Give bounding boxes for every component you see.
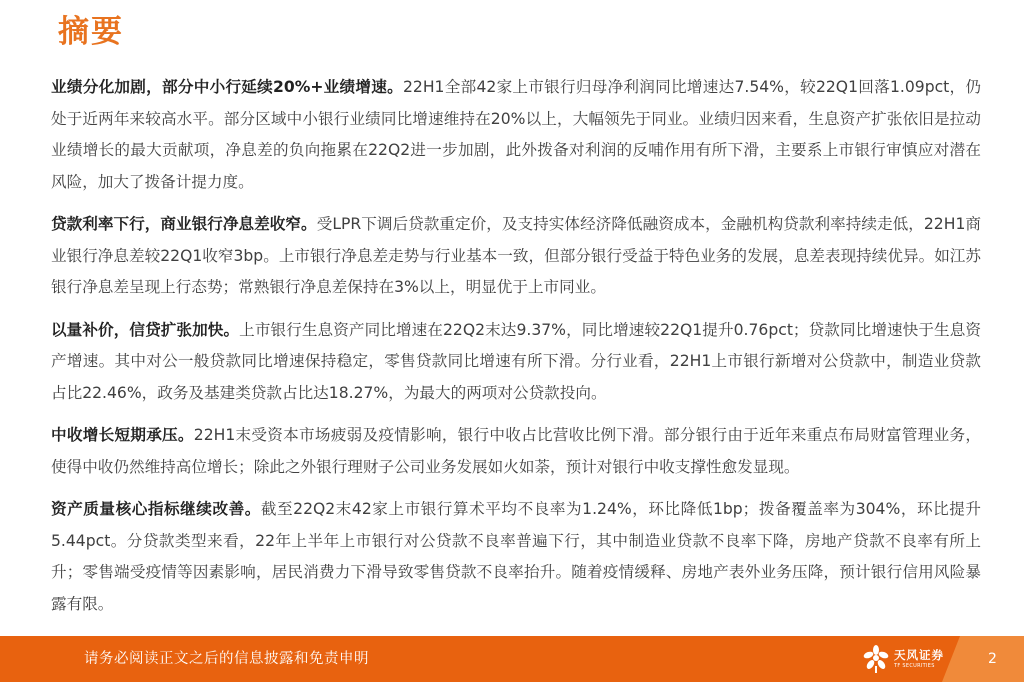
paragraph-heading: 贷款利率下行，商业银行净息差收窄。	[51, 215, 317, 233]
paragraph-heading: 以量补价，信贷扩张加快。	[51, 320, 240, 339]
summary-paragraph	[51, 72, 981, 198]
paragraph-heading: 中收增长短期承压。	[51, 426, 194, 444]
footer-bar	[0, 636, 1024, 682]
paragraph-body: 上市银行生息资产同比增速在22Q2末达9.37%，同比增速较22Q1提升0.76pct；贷款同比增速快于生息资产增速。其中对公一般贷款同比增速保持稳定，零售贷款同比增速有所下滑。分行业看，22H1上市银行新增对公贷款中，制造业贷款占比22.46%，政务及基建类贷款占比达18.27%，为最大的两项对公贷款投向。	[51, 320, 981, 402]
summary-paragraph	[51, 209, 981, 304]
paragraph-body: 22H1末受资本市场疲弱及疫情影响，银行中收占比营收比例下滑。部分银行由于近年来重点布局财富管理业务，使得中收仍然维持高位增长；除此之外银行理财子公司业务发展如火如荼，预计对银行中收支撑性愈发显现。	[51, 426, 981, 476]
summary-content	[51, 72, 981, 631]
paragraph-heading: 业绩分化加剧，部分中小行延续20%+业绩增速。	[51, 78, 403, 96]
page-number: 2	[988, 651, 997, 667]
paragraph-heading: 资产质量核心指标继续改善。	[51, 500, 261, 518]
pinwheel-logo-icon	[862, 644, 890, 674]
logo-subtitle: TF SECURITIES	[894, 663, 935, 669]
paragraph-body: 截至22Q2末42家上市银行算术平均不良率为1.24%，环比降低1bp；拨备覆盖率为304%，环比提升5.44pct。分贷款类型来看，22年上半年上市银行对公贷款不良率普遍下行，其中制造业贷款不良率下降，房地产贷款不良率有所上升；零售端受疫情等因素影响，居民消费力下滑导致零售贷款不良率抬升。随着疫情缓释、房地产表外业务压降，预计银行信用风险暴露有限。	[51, 500, 981, 613]
page-title: 摘要	[58, 14, 124, 50]
summary-paragraph	[51, 420, 981, 483]
logo-name: 天风证券	[894, 648, 944, 662]
paragraph-body: 22H1全部42家上市银行归母净利润同比增速达7.54%，较22Q1回落1.09pct，仍处于近两年来较高水平。部分区域中小银行业绩同比增速维持在20%以上，大幅领先于同业。业绩归因来看，生息资产扩张依旧是拉动业绩增长的最大贡献项，净息差的负向拖累在22Q2进一步加剧，此外拨备对利润的反哺作用有所下滑，主要系上市银行审慎应对潜在风险，加大了拨备计提力度。	[51, 78, 982, 191]
disclaimer-text: 请务必阅读正文之后的信息披露和免责申明	[84, 651, 369, 667]
summary-paragraph	[51, 315, 981, 410]
company-logo	[862, 644, 952, 676]
paragraph-body: 受LPR下调后贷款重定价，及支持实体经济降低融资成本，金融机构贷款利率持续走低，22H1商业银行净息差较22Q1收窄3bp。上市银行净息差走势与行业基本一致，但部分银行受益于特色业务的发展，息差表现持续优异。如江苏银行净息差呈现上行态势；常熟银行净息差保持在3%以上，明显优于上市同业。	[51, 215, 981, 296]
summary-paragraph	[51, 494, 981, 620]
